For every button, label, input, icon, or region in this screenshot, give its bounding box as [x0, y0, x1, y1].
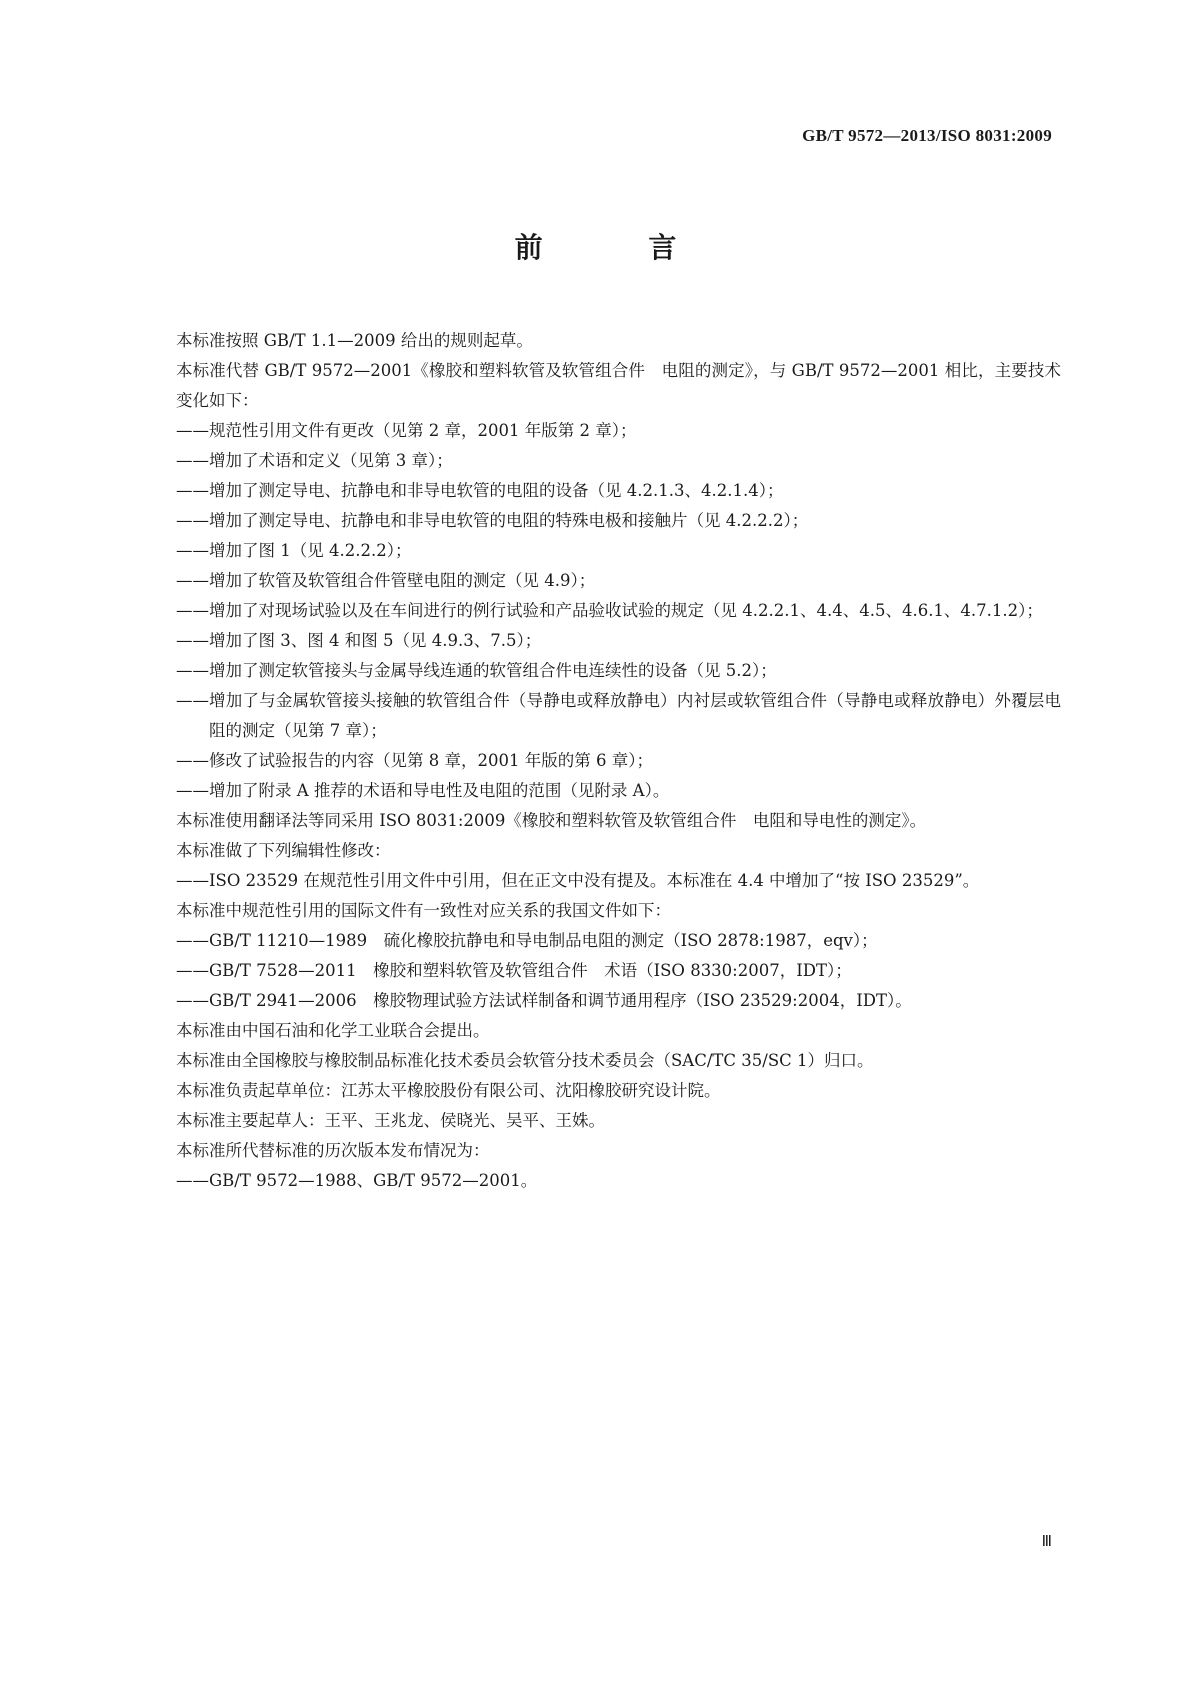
paragraph-drafters: 本标准主要起草人：王平、王兆龙、侯晓光、吴平、王姝。	[176, 1111, 605, 1130]
list-item-text: 增加了图 1（见 4.2.2.2）；	[209, 541, 412, 560]
paragraph-committee: 本标准由全国橡胶与橡胶制品标准化技术委员会软管分技术委员会（SAC/TC 35/SC 1）归口。	[176, 1051, 874, 1070]
dash-marker: ——	[176, 451, 209, 470]
dash-marker: ——	[176, 691, 209, 710]
paragraph-drafting-rules: 本标准按照 GB/T 1.1—2009 给出的规则起草。	[176, 331, 533, 350]
dash-marker: ——	[176, 571, 209, 590]
list-item-text: GB/T 11210—1989 硫化橡胶抗静电和导电制品电阻的测定（ISO 2878:1987，eqv）；	[209, 931, 878, 950]
page-number: Ⅲ	[1041, 1534, 1052, 1550]
dash-marker: ——	[176, 541, 209, 560]
dash-marker: ——	[176, 871, 209, 890]
standard-code-header: GB/T 9572—2013/ISO 8031:2009	[802, 126, 1052, 145]
foreword-body	[133, 326, 1061, 1196]
list-item	[133, 986, 1061, 1016]
list-item	[133, 626, 1061, 656]
dash-marker: ——	[176, 631, 209, 650]
list-item-text: 增加了图 3、图 4 和图 5（见 4.9.3、7.5）；	[209, 631, 542, 650]
dash-marker: ——	[176, 781, 209, 800]
list-item	[133, 746, 1061, 776]
list-item	[133, 686, 1061, 746]
paragraph-replaces: 本标准代替 GB/T 9572—2001《橡胶和塑料软管及软管组合件 电阻的测定》，与 GB/T 9572—2001 相比，主要技术变化如下：	[176, 361, 1061, 410]
list-item	[133, 416, 1061, 446]
dash-marker: ——	[176, 1171, 209, 1190]
list-item	[133, 566, 1061, 596]
list-item	[133, 536, 1061, 566]
list-item	[133, 656, 1061, 686]
list-item	[133, 506, 1061, 536]
page-title: 前 言	[514, 231, 725, 264]
list-item	[133, 476, 1061, 506]
list-item	[133, 1166, 1061, 1196]
list-item-text: 增加了附录 A 推荐的术语和导电性及电阻的范围（见附录 A）。	[209, 781, 670, 800]
list-item-text: GB/T 9572—1988、GB/T 9572—2001。	[209, 1171, 538, 1190]
paragraph-drafting-units: 本标准负责起草单位：江苏太平橡胶股份有限公司、沈阳橡胶研究设计院。	[176, 1081, 721, 1100]
list-item-text: 增加了与金属软管接头接触的软管组合件（导静电或释放静电）内衬层或软管组合件（导静电或释放静电）外覆层电阻的测定（见第 7 章）；	[209, 691, 1061, 740]
list-item-text: 规范性引用文件有更改（见第 2 章，2001 年版第 2 章）；	[209, 421, 637, 440]
list-item-text: GB/T 7528—2011 橡胶和塑料软管及软管组合件 术语（ISO 8330:2007，IDT）；	[209, 961, 852, 980]
list-item-text: 增加了对现场试验以及在车间进行的例行试验和产品验收试验的规定（见 4.2.2.1、4.4、4.5、4.6.1、4.7.1.2）；	[209, 601, 1043, 620]
dash-marker: ——	[176, 481, 209, 500]
list-item-text: 增加了测定导电、抗静电和非导电软管的电阻的设备（见 4.2.1.3、4.2.1.4）；	[209, 481, 784, 500]
list-item	[133, 866, 1061, 896]
paragraph-editorial: 本标准做了下列编辑性修改：	[176, 841, 391, 860]
dash-marker: ——	[176, 661, 209, 680]
dash-marker: ——	[176, 751, 209, 770]
dash-marker: ——	[176, 601, 209, 620]
list-item	[133, 926, 1061, 956]
list-item	[133, 776, 1061, 806]
dash-marker: ——	[176, 511, 209, 530]
list-item-text: 增加了软管及软管组合件管壁电阻的测定（见 4.9）；	[209, 571, 596, 590]
list-item-text: 增加了术语和定义（见第 3 章）；	[209, 451, 453, 470]
paragraph-national-docs: 本标准中规范性引用的国际文件有一致性对应关系的我国文件如下：	[176, 901, 671, 920]
list-item-text: 增加了测定导电、抗静电和非导电软管的电阻的特殊电极和接触片（见 4.2.2.2）；	[209, 511, 809, 530]
list-item-text: GB/T 2941—2006 橡胶物理试验方法试样制备和调节通用程序（ISO 23529:2004，IDT）。	[209, 991, 912, 1010]
list-item	[133, 956, 1061, 986]
dash-marker: ——	[176, 931, 209, 950]
dash-marker: ——	[176, 961, 209, 980]
paragraph-adoption: 本标准使用翻译法等同采用 ISO 8031:2009《橡胶和塑料软管及软管组合件 电阻和导电性的测定》。	[176, 811, 927, 830]
list-item-text: 增加了测定软管接头与金属导线连通的软管组合件电连续性的设备（见 5.2）；	[209, 661, 777, 680]
list-item-text: 修改了试验报告的内容（见第 8 章，2001 年版的第 6 章）；	[209, 751, 653, 770]
paragraph-proposer: 本标准由中国石油和化学工业联合会提出。	[176, 1021, 490, 1040]
paragraph-history: 本标准所代替标准的历次版本发布情况为：	[176, 1141, 490, 1160]
list-item-text: ISO 23529 在规范性引用文件中引用，但在正文中没有提及。本标准在 4.4 中增加了“按 ISO 23529”。	[209, 871, 980, 890]
dash-marker: ——	[176, 991, 209, 1010]
list-item	[133, 596, 1061, 626]
dash-marker: ——	[176, 421, 209, 440]
list-item	[133, 446, 1061, 476]
